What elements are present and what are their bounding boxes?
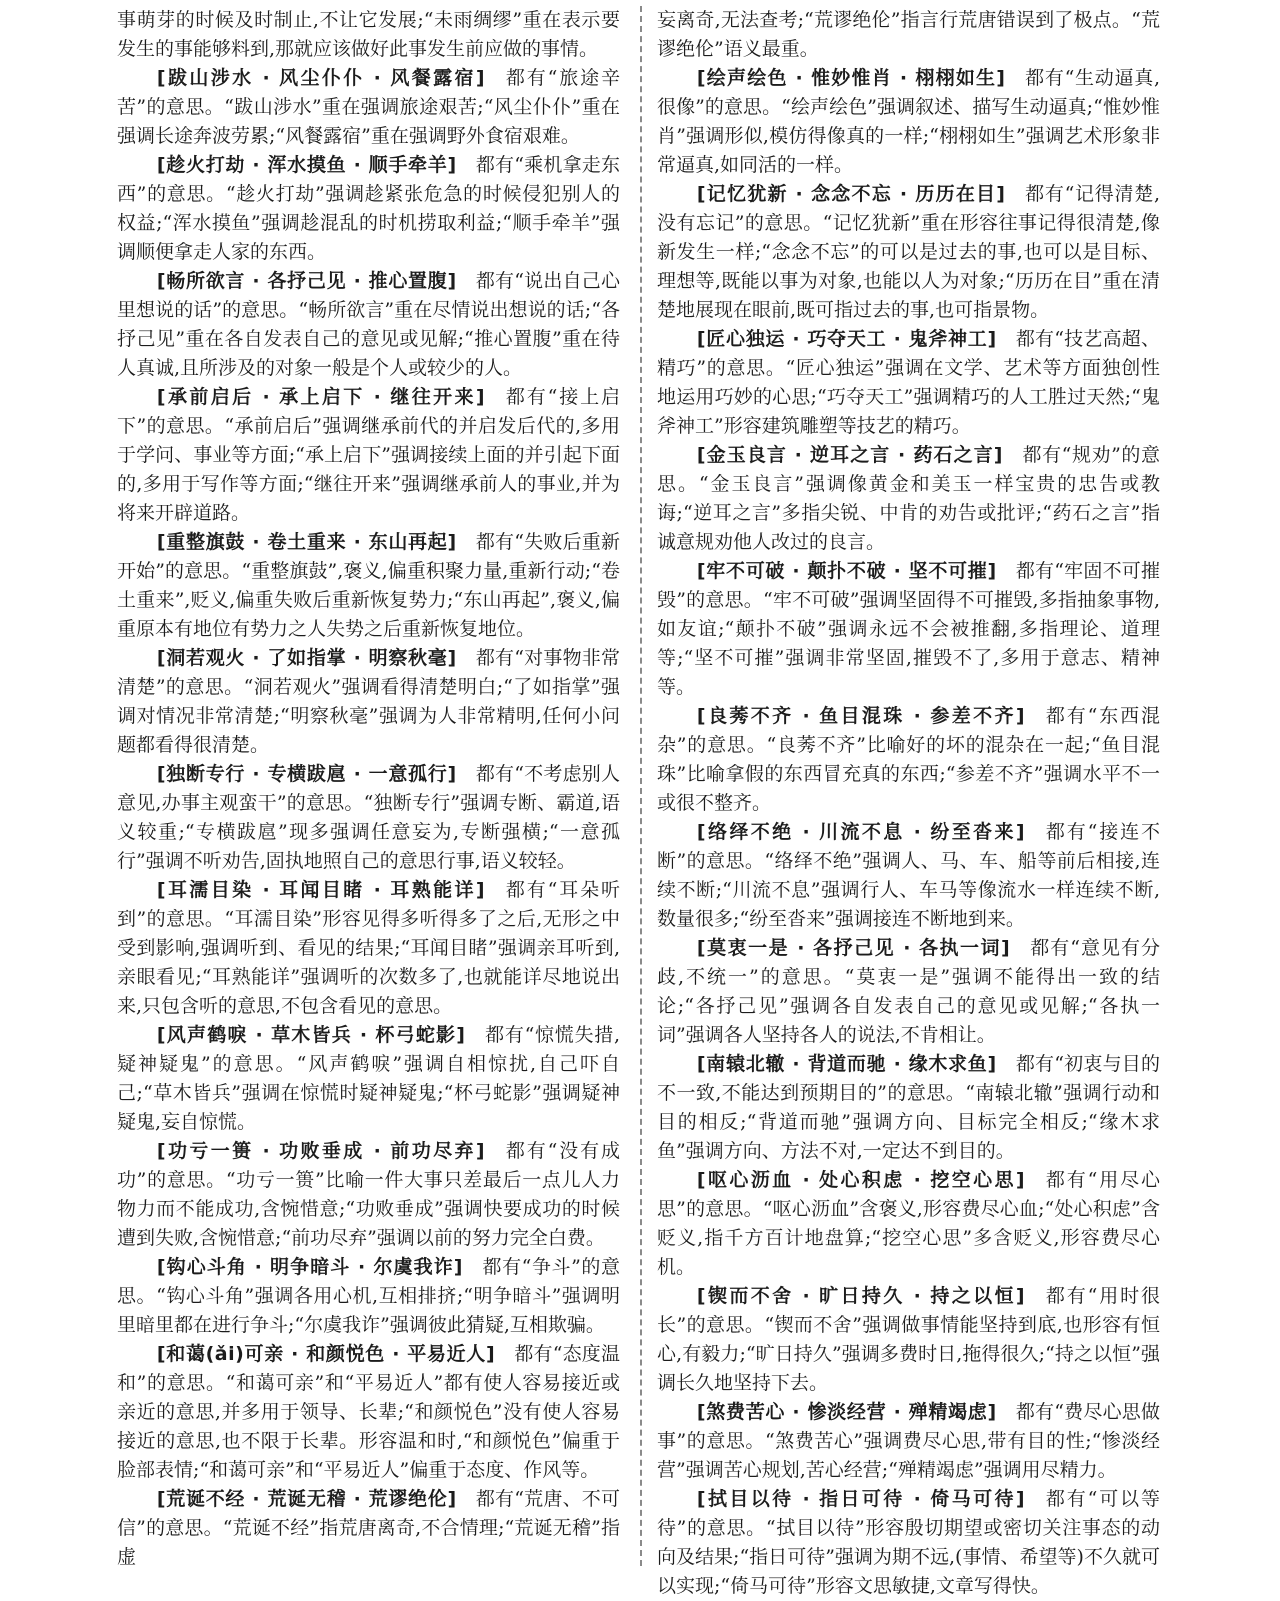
idiom-entry bbox=[117, 876, 620, 1021]
idiom-explanation: 都有“东西混杂”的意思。“良莠不齐”比喻好的坏的混杂在一起;“鱼目混珠”比喻拿假的东西冒充真的东西;“参差不齐”强调水平不一或很不整齐。 bbox=[657, 705, 1160, 814]
idiom-group-heading: [呕心沥血 · 处心积虑 · 挖空心思] bbox=[696, 1169, 1026, 1191]
idiom-entry bbox=[117, 1253, 620, 1340]
idiom-group-heading: [洞若观火 · 了如指掌 · 明察秋毫] bbox=[156, 647, 457, 669]
continuation-paragraph: 妄离奇,无法查考;“荒谬绝伦”指言行荒唐错误到了极点。“荒谬绝伦”语义最重。 bbox=[657, 9, 1160, 60]
idiom-group-heading: [牢不可破 · 颠扑不破 · 坚不可摧] bbox=[696, 560, 997, 582]
idiom-entry bbox=[117, 1340, 620, 1485]
idiom-entry bbox=[117, 267, 620, 383]
idiom-entry bbox=[117, 151, 620, 267]
idiom-group-heading: [趁火打劫 · 浑水摸鱼 · 顺手牵羊] bbox=[156, 154, 457, 176]
left-column bbox=[117, 6, 620, 1572]
idiom-group-heading: [钩心斗角 · 明争暗斗 · 尔虞我诈] bbox=[156, 1256, 463, 1278]
idiom-explanation: 都有“耳朵听到”的意思。“耳濡目染”形容见得多听得多了之后,无形之中受到影响,强调听到、看见的结果;“耳闻目睹”强调亲耳听到,亲眼看见;“耳熟能详”强调听的次数多了,也就能详尽地说出来,只包含听的意思,不包含看见的意思。 bbox=[117, 879, 620, 1017]
idiom-group-heading: [络绎不绝 · 川流不息 · 纷至沓来] bbox=[696, 821, 1026, 843]
idiom-group-heading: [荒诞不经 · 荒诞无稽 · 荒谬绝伦] bbox=[156, 1488, 457, 1510]
idiom-group-heading: [南辕北辙 · 背道而驰 · 缘木求鱼] bbox=[696, 1053, 997, 1075]
idiom-explanation: 都有“没有成功”的意思。“功亏一篑”比喻一件大事只差最后一点儿人力物力而不能成功,含惋惜意;“功败垂成”强调快要成功的时候遭到失败,含惋惜意;“前功尽弃”强调以前的努力完全白费。 bbox=[117, 1140, 620, 1249]
idiom-explanation: 都有“意见有分歧,不统一”的意思。“莫衷一是”强调不能得出一致的结论;“各抒己见”强调各自发表自己的意见或见解;“各执一词”强调各人坚持各人的说法,不肯相让。 bbox=[657, 937, 1161, 1046]
idiom-entry bbox=[657, 64, 1160, 180]
idiom-explanation: 都有“争斗”的意思。“钩心斗角”强调各用心机,互相排挤;“明争暗斗”强调明里暗里都在进行争斗;“尔虞我诈”强调彼此猜疑,互相欺骗。 bbox=[117, 1256, 620, 1336]
idiom-group-heading: [畅所欲言 · 各抒己见 · 推心置腹] bbox=[156, 270, 457, 292]
idiom-group-heading: [功亏一篑 · 功败垂成 · 前功尽弃] bbox=[156, 1140, 486, 1162]
idiom-explanation: 都有“记得清楚,没有忘记”的意思。“记忆犹新”重在形容往事记得很清楚,像新发生一样;“念念不忘”的可以是过去的事,也可以是目标、理想等,既能以事为对象,也能以人为对象;“历历在目”重在清楚地展现在眼前,既可指过去的事,也可指景物。 bbox=[657, 183, 1160, 321]
idiom-group-heading: [拭目以待 · 指日可待 · 倚马可待] bbox=[696, 1488, 1026, 1510]
idiom-group-heading: [绘声绘色 · 惟妙惟肖 · 栩栩如生] bbox=[696, 67, 1006, 89]
idiom-entry bbox=[657, 1282, 1160, 1398]
idiom-entry bbox=[657, 818, 1160, 934]
idiom-group-heading: [金玉良言 · 逆耳之言 · 药石之言] bbox=[696, 444, 1003, 466]
idiom-entry bbox=[657, 180, 1160, 325]
idiom-entry bbox=[657, 1166, 1160, 1282]
idiom-entry bbox=[117, 1137, 620, 1253]
idiom-explanation: 都有“不考虑别人意见,办事主观蛮干”的意思。“独断专行”强调专断、霸道,语义较重;“专横跋扈”现多强调任意妄为,专断强横;“一意孤行”强调不听劝告,固执地照自己的意思行事,语义较轻。 bbox=[117, 763, 620, 872]
idiom-explanation: 都有“接上启下”的意思。“承前启后”强调继承前代的并启发后代的,多用于学问、事业等方面;“承上启下”强调接续上面的并引起下面的,多用于写作等方面;“继往开来”强调继承前人的事业,并为将来开辟道路。 bbox=[117, 386, 620, 524]
idiom-entry bbox=[117, 383, 620, 528]
idiom-explanation: 都有“荒唐、不可信”的意思。“荒诞不经”指荒唐离奇,不合情理;“荒诞无稽”指虚 bbox=[117, 1488, 620, 1568]
idiom-explanation: 都有“说出自己心里想说的话”的意思。“畅所欲言”重在尽情说出想说的话;“各抒己见”重在各自发表自己的意见或见解;“推心置腹”重在待人真诚,且所涉及的对象一般是个人或较少的人。 bbox=[117, 270, 620, 379]
idiom-group-heading: [和蔼(ǎi)可亲 · 和颜悦色 · 平易近人] bbox=[156, 1343, 496, 1365]
idiom-group-heading: [风声鹤唳 · 草木皆兵 · 杯弓蛇影] bbox=[156, 1024, 466, 1046]
idiom-entry bbox=[117, 644, 620, 760]
idiom-explanation: 都有“牢固不可摧毁”的意思。“牢不可破”强调坚固得不可摧毁,多指抽象事物,如友谊;“颠扑不破”强调永远不会被推翻,多指理论、道理等;“坚不可摧”强调非常坚固,摧毁不了,多用于意志、精神等。 bbox=[657, 560, 1160, 698]
idiom-group-heading: [煞费苦心 · 惨淡经营 · 殚精竭虑] bbox=[696, 1401, 997, 1423]
idiom-group-heading: [莫衷一是 · 各抒己见 · 各执一词] bbox=[696, 937, 1011, 959]
idiom-group-heading: [重整旗鼓 · 卷土重来 · 东山再起] bbox=[156, 531, 457, 553]
idiom-entry bbox=[657, 1398, 1160, 1485]
idiom-entry bbox=[657, 1050, 1160, 1166]
idiom-explanation: 都有“用时很长”的意思。“锲而不舍”强调做事情能坚持到底,也形容有恒心,有毅力;“旷日持久”强调多费时日,拖得很久;“持之以恒”强调长久地坚持下去。 bbox=[657, 1285, 1160, 1394]
idiom-explanation: 都有“用尽心思”的意思。“呕心沥血”含褒义,形容费尽心血;“处心积虑”含贬义,指千方百计地盘算;“挖空心思”多含贬义,形容费尽心机。 bbox=[657, 1169, 1160, 1278]
idiom-explanation: 都有“失败后重新开始”的意思。“重整旗鼓”,褒义,偏重积聚力量,重新行动;“卷土重来”,贬义,偏重失败后重新恢复势力;“东山再起”,褒义,偏重原本有地位有势力之人失势之后重新恢复地位。 bbox=[117, 531, 620, 640]
entry-list bbox=[657, 64, 1160, 1601]
idiom-group-heading: [良莠不齐 · 鱼目混珠 · 参差不齐] bbox=[696, 705, 1026, 727]
column-divider bbox=[640, 6, 642, 1566]
idiom-group-heading: [耳濡目染 · 耳闻目睹 · 耳熟能详] bbox=[156, 879, 486, 901]
idiom-explanation: 都有“乘机拿走东西”的意思。“趁火打劫”强调趁紧张危急的时候侵犯别人的权益;“浑水摸鱼”强调趁混乱的时机捞取利益;“顺手牵羊”强调顺便拿走人家的东西。 bbox=[117, 154, 620, 263]
idiom-group-heading: [匠心独运 · 巧夺天工 · 鬼斧神工] bbox=[696, 328, 997, 350]
idiom-group-heading: [承前启后 · 承上启下 · 继往开来] bbox=[156, 386, 486, 408]
idiom-explanation: 都有“可以等待”的意思。“拭目以待”形容殷切期望或密切关注事态的动向及结果;“指日可待”强调为期不远,(事情、希望等)不久就可以实现;“倚马可待”形容文思敏捷,文章写得快。 bbox=[657, 1488, 1160, 1597]
continuation-paragraph: 事萌芽的时候及时制止,不让它发展;“未雨绸缪”重在表示要发生的事能够料到,那就应该做好此事发生前应做的事情。 bbox=[117, 9, 620, 60]
idiom-entry bbox=[117, 64, 620, 151]
idiom-explanation: 都有“生动逼真,很像”的意思。“绘声绘色”强调叙述、描写生动逼真;“惟妙惟肖”强调形似,模仿得像真的一样;“栩栩如生”强调艺术形象非常逼真,如同活的一样。 bbox=[657, 67, 1160, 176]
idiom-entry bbox=[117, 1485, 620, 1572]
idiom-explanation: 都有“技艺高超、精巧”的意思。“匠心独运”强调在文学、艺术等方面独创性地运用巧妙的心思;“巧夺天工”强调精巧的人工胜过天然;“鬼斧神工”形容建筑雕塑等技艺的精巧。 bbox=[657, 328, 1160, 437]
idiom-entry bbox=[117, 528, 620, 644]
idiom-entry bbox=[657, 1485, 1160, 1601]
idiom-explanation: 都有“惊慌失措,疑神疑鬼”的意思。“风声鹤唳”强调自相惊扰,自己吓自己;“草木皆兵”强调在惊慌时疑神疑鬼;“杯弓蛇影”强调疑神疑鬼,妄自惊慌。 bbox=[117, 1024, 620, 1133]
idiom-entry bbox=[117, 760, 620, 876]
idiom-entry bbox=[657, 702, 1160, 818]
idiom-entry bbox=[657, 325, 1160, 441]
idiom-explanation: 都有“规劝”的意思。“金玉良言”强调像黄金和美玉一样宝贵的忠告或教诲;“逆耳之言”多指尖锐、中肯的劝告或批评;“药石之言”指诚意规劝他人改过的良言。 bbox=[657, 444, 1160, 553]
idiom-entry bbox=[657, 934, 1160, 1050]
entry-list bbox=[117, 64, 620, 1572]
idiom-group-heading: [锲而不舍 · 旷日持久 · 持之以恒] bbox=[696, 1285, 1026, 1307]
idiom-group-heading: [独断专行 · 专横跋扈 · 一意孤行] bbox=[156, 763, 457, 785]
idiom-entry bbox=[117, 1021, 620, 1137]
right-column bbox=[657, 6, 1160, 1601]
idiom-explanation: 都有“初衷与目的不一致,不能达到预期目的”的意思。“南辕北辙”强调行动和目的相反;“背道而驰”强调方向、目标完全相反;“缘木求鱼”强调方向、方法不对,一定达不到目的。 bbox=[657, 1053, 1160, 1162]
idiom-group-heading: [记忆犹新 · 念念不忘 · 历历在目] bbox=[696, 183, 1006, 205]
idiom-explanation: 都有“对事物非常清楚”的意思。“洞若观火”强调看得清楚明白;“了如指掌”强调对情况非常清楚;“明察秋毫”强调为人非常精明,任何小问题都看得很清楚。 bbox=[117, 647, 620, 756]
idiom-explanation: 都有“接连不断”的意思。“络绎不绝”强调人、马、车、船等前后相接,连续不断;“川流不息”强调行人、车马等像流水一样连续不断,数量很多;“纷至沓来”强调接连不断地到来。 bbox=[657, 821, 1160, 930]
idiom-group-heading: [跋山涉水 · 风尘仆仆 · 风餐露宿] bbox=[156, 67, 486, 89]
idiom-entry bbox=[657, 557, 1160, 702]
idiom-explanation: 都有“费尽心思做事”的意思。“煞费苦心”强调费尽心思,带有目的性;“惨淡经营”强调苦心规划,苦心经营;“殚精竭虑”强调用尽精力。 bbox=[657, 1401, 1160, 1481]
idiom-explanation: 都有“态度温和”的意思。“和蔼可亲”和“平易近人”都有使人容易接近或亲近的意思,并多用于领导、长辈;“和颜悦色”没有使人容易接近的意思,也不限于长辈。形容温和时,“和颜悦色”偏重于脸部表情;“和蔼可亲”和“平易近人”偏重于态度、作风等。 bbox=[117, 1343, 620, 1481]
idiom-entry bbox=[657, 441, 1160, 557]
idiom-explanation: 都有“旅途辛苦”的意思。“跋山涉水”重在强调旅途艰苦;“风尘仆仆”重在强调长途奔波劳累;“风餐露宿”重在强调野外食宿艰难。 bbox=[117, 67, 620, 147]
